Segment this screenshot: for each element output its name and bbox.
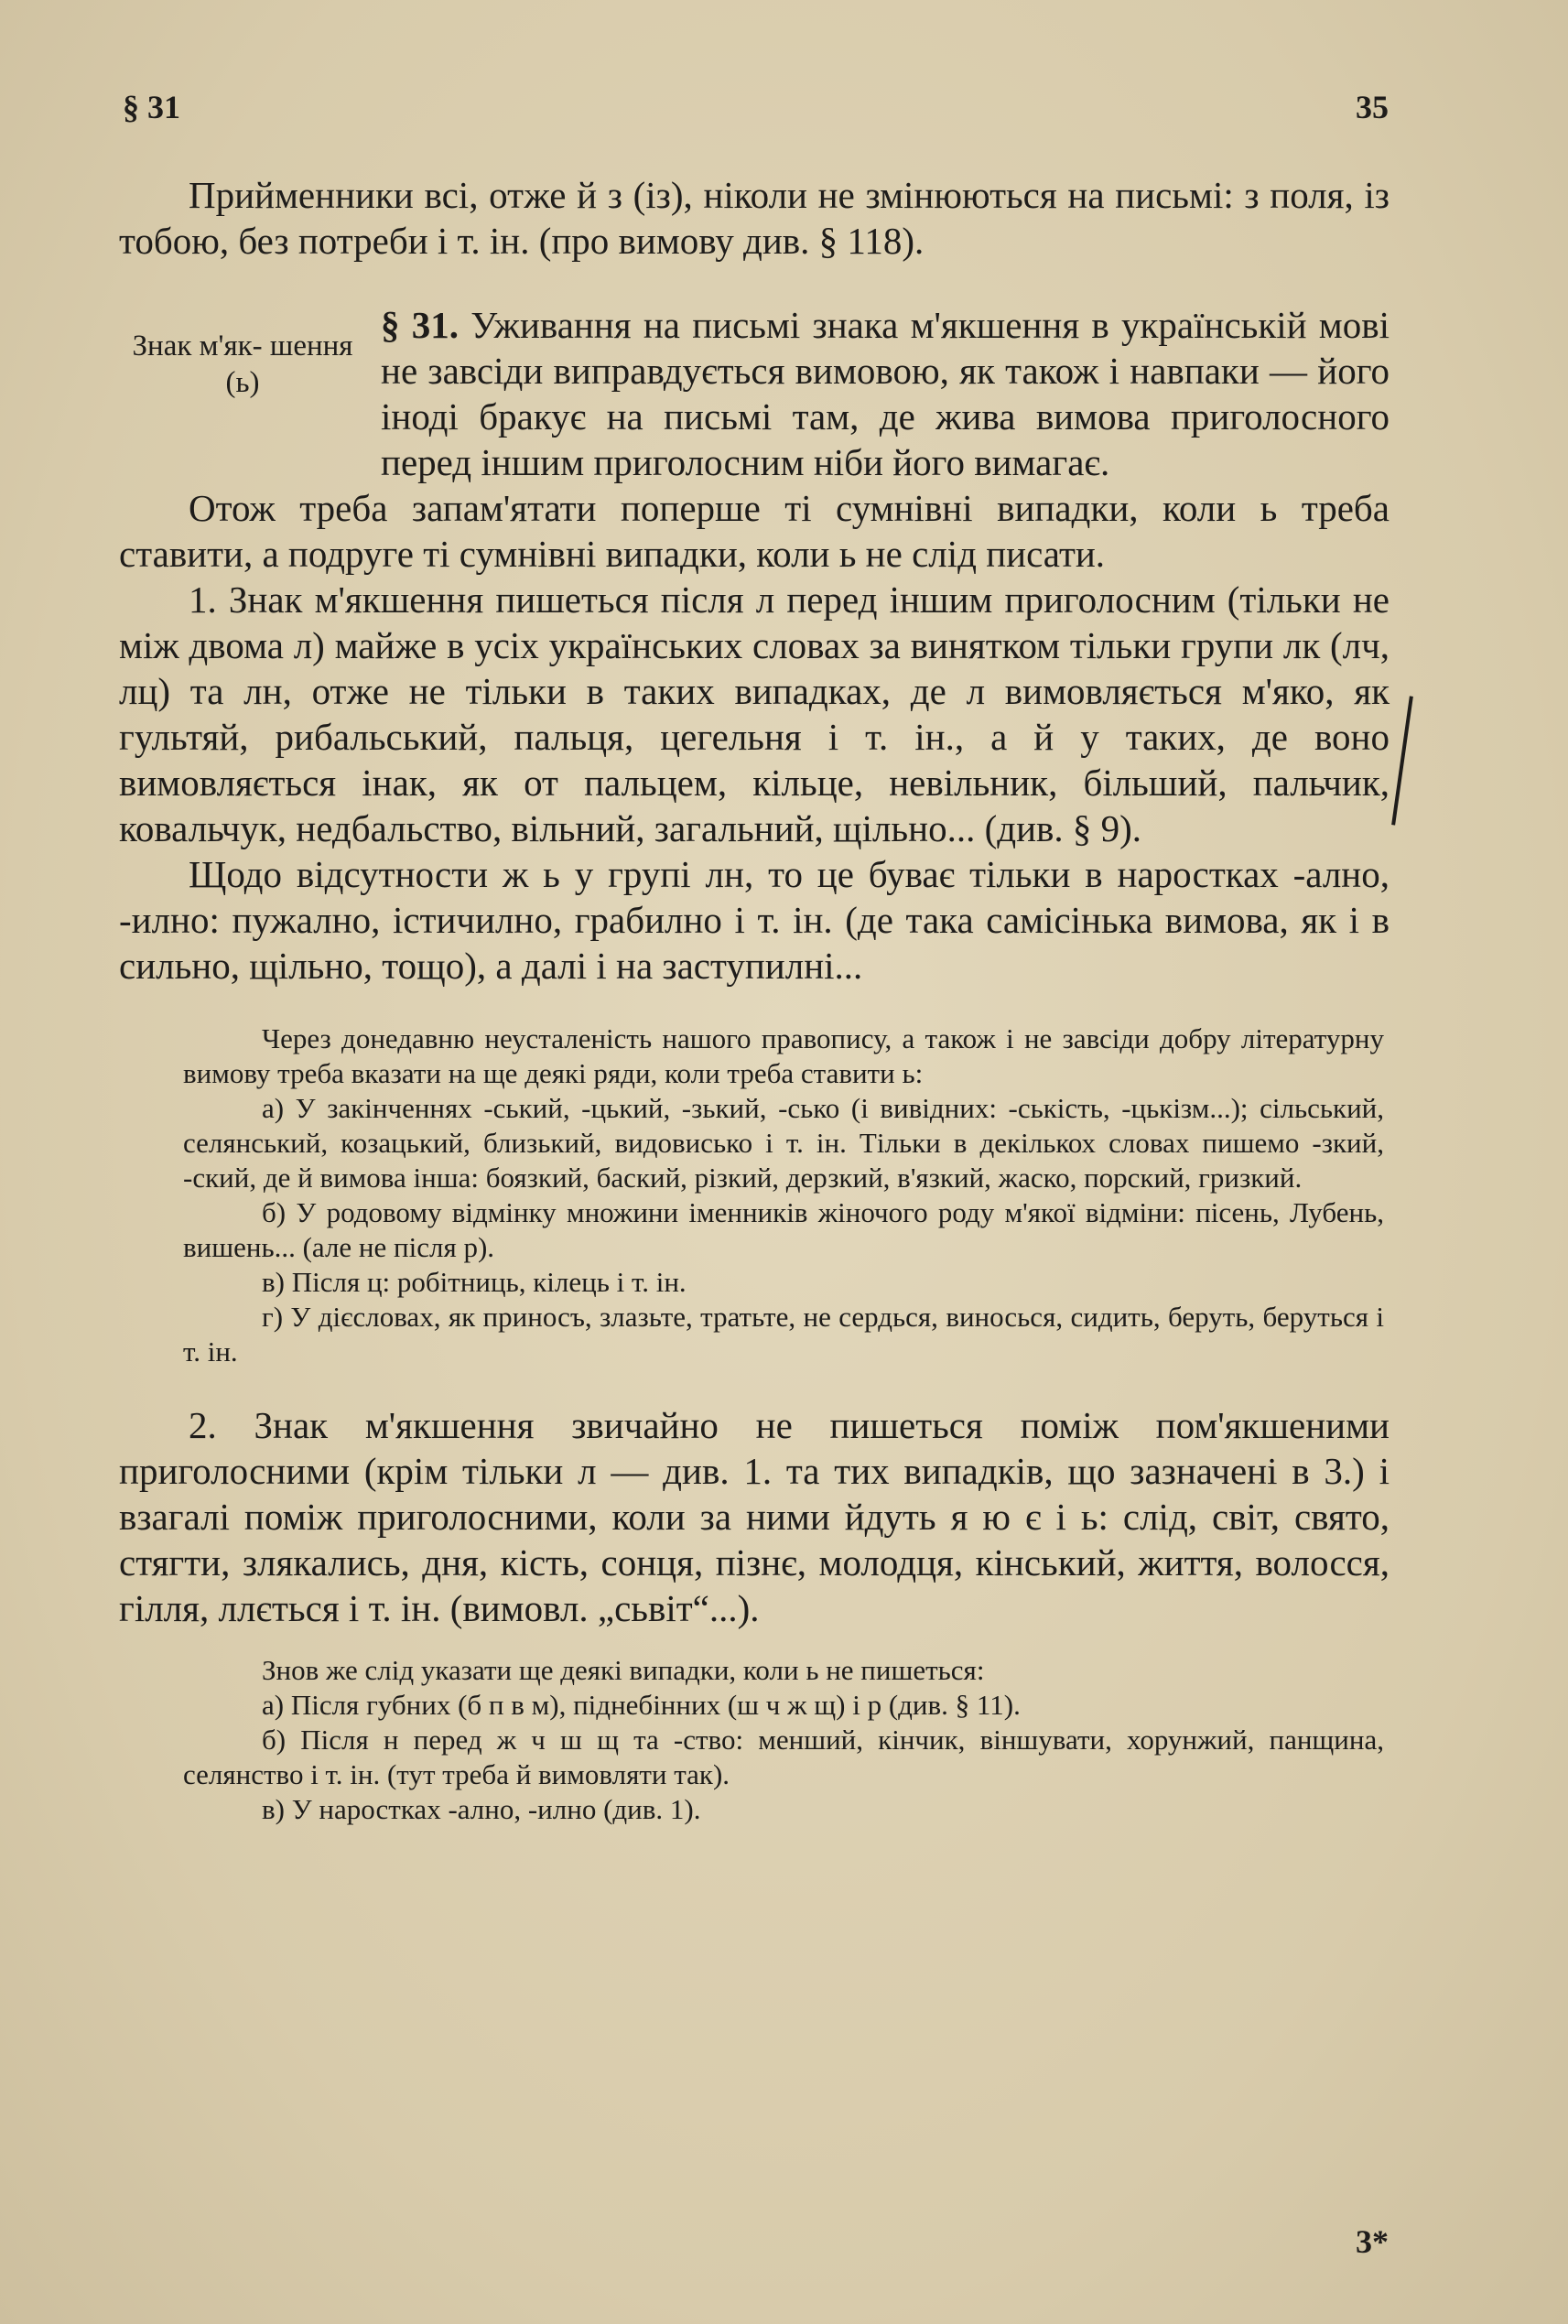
paragraph-ln-group: Щодо відсутности ж ь у групі лн, то це буває тільки в наростках -ално, -илно: пужално, істичилно, грабилно і т. ін. (де така самісінька вимова, як і в сильно, щільно, тощо), а далі і на заступилні... bbox=[119, 853, 1390, 987]
handwritten-margin-line bbox=[1391, 696, 1413, 825]
note2-item-b: б) Після н перед ж ч ш щ та -ство: менший, кінчик, віншувати, хорунжий, панщина, селянство і т. ін. (тут треба й вимовляти так). bbox=[183, 1724, 1384, 1790]
note-block-2 bbox=[119, 1653, 1390, 1827]
section-31 bbox=[119, 302, 1390, 485]
note1-item-d: г) У дієсловах, як приносъ, злазьте, тратьте, не сердься, виносься, сидить, беруть, беруться і т. ін. bbox=[183, 1301, 1384, 1367]
paragraph-rule-2: 2. Знак м'якшення звичайно не пишеться поміж пом'якшеними приголосними (крім тільки л — див. 1. та тих випадків, що зазначені в 3.) і взагалі поміж приголосними, коли за ними йдуть я ю є і ь: слід, світ, свято, стягти, злякались, дня, кість, сонця, пізнє, молодця, кінський, життя, волосся, гілля, ллється і т. ін. (вимовл. „сьвіт“...). bbox=[119, 1404, 1390, 1629]
note2-item-a: а) Після губних (б п в м), піднебінних (ш ч ж щ) і р (див. § 11). bbox=[262, 1689, 1021, 1721]
signature-mark: 3* bbox=[1356, 2223, 1389, 2260]
paragraph-rule-1: 1. Знак м'якшення пишеться після л перед іншим приголосним (тільки не між двома л) майже в усіх українських словах за винятком тільки групи лк (лч, лц) та лн, отже не тільки в таких випадках, де л вимовляється м'яко, як гультяй, рибальський, пальця, цегельня і т. ін., а й у таких, де воно вимовляється інак, як от пальцем, кільце, невільник, більший, пальчик, ковальчук, недбальство, вільний, загальний, щільно... (див. § 9). bbox=[119, 578, 1390, 849]
page-number: 35 bbox=[1356, 89, 1389, 125]
note-block-1 bbox=[119, 1021, 1390, 1369]
note1-item-a: а) У закінченнях -ський, -цький, -зький, -сько (і вивідних: -ськість, -цькізм...); сільський, селянський, козацький, близький, видовисько і т. ін. Тільки в декількох словах пишемо -зкий, -ский, де й вимова інша: боязкий, баский, різкий, дерзкий, в'язкий, жаско, порский, гризкий. bbox=[183, 1092, 1384, 1194]
note2-item-c: в) У наростках -ално, -илно (див. 1). bbox=[262, 1793, 701, 1825]
margin-note: Знак м'як- шення (ь) bbox=[132, 330, 353, 399]
intro-paragraph: Прийменники всі, отже й з (із), ніколи не змінюються на письмі: з поля, із тобою, без потреби і т. ін. (про вимову див. § 118). bbox=[119, 174, 1390, 262]
page-body bbox=[119, 172, 1390, 1827]
section-title: § 31. bbox=[381, 304, 459, 346]
section-opening bbox=[381, 302, 1390, 485]
note1-intro: Через донедавню неусталеність нашого правопису, а також і не завсіди добру літературну вимову треба вказати на ще деякі ряди, коли треба ставити ь: bbox=[183, 1022, 1384, 1089]
note1-item-b: б) У родовому відмінку множини іменників жіночого роду м'якої відміни: пісень, Лубень, вишень... (але не після р). bbox=[183, 1196, 1384, 1263]
note2-intro: Знов же слід указати ще деякі випадки, коли ь не пишеться: bbox=[262, 1654, 985, 1686]
page-header bbox=[123, 88, 1389, 134]
running-head-section: § 31 bbox=[123, 89, 180, 125]
paragraph-intro: Отож треба запам'ятати поперше ті сумнівні випадки, коли ь треба ставити, а подруге ті сумнівні випадки, коли ь не слід писати. bbox=[119, 487, 1390, 575]
section-opening-text: Уживання на письмі знака м'якшення в українській мові не завсіди виправдується вимовою, як також і навпаки — його іноді бракує на письмі там, де жива вимова приголосного перед іншим приголосним ніби його вимагає. bbox=[381, 304, 1390, 483]
note1-item-c: в) Після ц: робітниць, кілець і т. ін. bbox=[262, 1266, 687, 1298]
